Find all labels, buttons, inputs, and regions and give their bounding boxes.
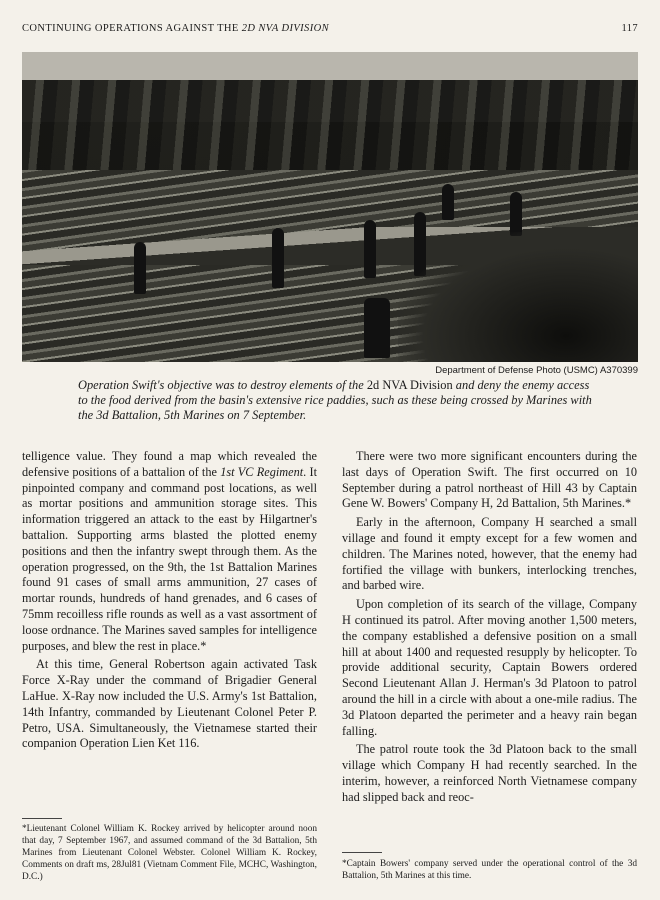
right-footnote: *Captain Bowers' company served under the operational control of the 3d Battalion, 5th Marines at this time. xyxy=(342,859,637,881)
photo-credit: Department of Defense Photo (USMC) A370399 xyxy=(435,365,638,376)
left-footnote: *Lieutenant Colonel William K. Rockey arrived by helicopter around noon that day, 7 September 1967, and assumed command of the 3d Battalion, 5th Marines from Lieutenant Colonel Webster. Colonel William K. Rockey, Comments on draft ms, 28Jul81 (Vietnam Comment File, MCHC, Washington, D.C.) xyxy=(22,824,317,882)
photo-marine-figure xyxy=(364,220,376,278)
figure-caption: Operation Swift's objective was to destroy elements of the 2d NVA Division and deny the enemy access to the food derived from the basin's extensive rice paddies, such as these being crossed by Marines with the 3d Battalion, 5th Marines on 7 September. xyxy=(78,378,592,422)
running-head xyxy=(22,23,638,34)
running-title: CONTINUING OPERATIONS AGAINST THE 2D NVA DIVISION xyxy=(22,23,329,34)
caption-division-name: 2d NVA Division xyxy=(366,378,453,392)
page-number: 117 xyxy=(621,23,638,34)
photo-foreground-foliage xyxy=(398,232,638,362)
unit-name-italic: 1st VC Regiment xyxy=(220,464,304,479)
left-paragraph-2: At this time, General Robertson again activated Task Force X-Ray under the command of Brigadier General LaHue. X-Ray now included the U.S. Army's 1st Battalion, 14th Infantry, commanded by Lieutenant Colonel Peter P. Petro, USA. Simultaneously, the Vietnamese started their companion Operation Lien Ket 116. xyxy=(22,657,317,751)
right-paragraph-3: Upon completion of its search of the village, Company H continued its patrol. After moving another 1,500 meters, the company established a defensive position on a small hill at about 1400 and requested resupply by helicopter. To provide additional security, Captain Bowers ordered Second Lieutenant Allan J. Herman's 3d Platoon to patrol around the hill in a circle with about a one-mile radius. The 3d Platoon departed the perimeter and a heavy rain began falling. xyxy=(342,597,637,738)
right-paragraph-4: The patrol route took the 3d Platoon back to the small village which Company H had recently searched. In the interim, however, a reinforced North Vietnamese company had slipped back and reoc- xyxy=(342,742,637,804)
rice-paddy-photo xyxy=(22,52,638,362)
footnote-rule-right xyxy=(342,852,382,853)
photo-marine-figure xyxy=(134,242,146,294)
footnote-rule-left xyxy=(22,818,62,819)
photo-marine-figure xyxy=(364,298,390,358)
left-column xyxy=(22,449,317,752)
right-paragraph-1: There were two more significant encounters during the last days of Operation Swift. The first occurred on 10 September during a patrol northeast of Hill 43 by Captain Gene W. Bowers' Company H, 2d Battalion, 5th Marines.* xyxy=(342,449,637,511)
right-paragraph-2: Early in the afternoon, Company H searched a small village and found it empty except for a few women and children. The Marines noted, however, that the enemy had fortified the village with bunkers, interlocking trenches, and barbed wire. xyxy=(342,515,637,593)
photo-marine-figure xyxy=(510,192,522,236)
photo-marine-figure xyxy=(442,184,454,220)
photo-marine-figure xyxy=(272,228,284,288)
left-paragraph-1: telligence value. They found a map which revealed the defensive positions of a battalion of the 1st VC Regiment. It pinpointed company and command post locations, as well as mortar positions and ammunition storage sites. This information triggered an attack to the east by Hilgartner's battalion. Supporting arms blasted the plotted enemy positions and then the infantry swept through them. As the operation progressed, on the 9th, the 1st Battalion Marines found 91 cases of small arms ammunition, 27 cases of mortar rounds, hundreds of hand grenades, and 6 cases of 75mm recoilless rifle rounds as well as a vast assortment of loose ordnance. The Marines saved samples for intelligence purposes, and blew the rest in place.* xyxy=(22,449,317,653)
photo-treeline xyxy=(22,80,638,170)
right-column xyxy=(342,449,637,806)
running-title-italic: 2D NVA DIVISION xyxy=(241,23,329,34)
